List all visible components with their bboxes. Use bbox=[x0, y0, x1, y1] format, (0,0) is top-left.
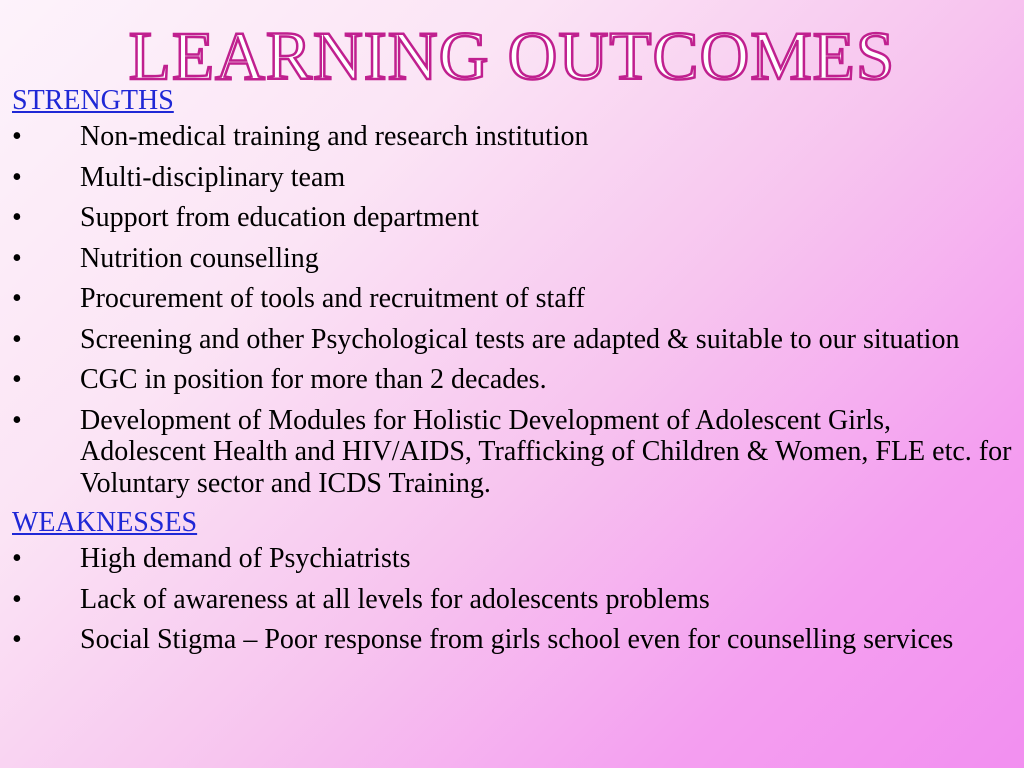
list-item bbox=[12, 584, 1012, 616]
list-item bbox=[12, 324, 1012, 356]
list-item bbox=[12, 162, 1012, 194]
slide-title: LEARNING OUTCOMES bbox=[128, 18, 896, 94]
bullet-icon: • bbox=[12, 624, 22, 655]
bullet-icon: • bbox=[12, 283, 22, 314]
list-item bbox=[12, 364, 1012, 396]
bullet-icon: • bbox=[12, 202, 22, 233]
list-item-text: High demand of Psychiatrists bbox=[80, 543, 411, 574]
list-item-text: Development of Modules for Holistic Development of Adolescent Girls, Adolescent Health and HIV/AIDS, Trafficking of Children & Women, FLE etc. for Voluntary sector and ICDS Training. bbox=[80, 404, 1012, 499]
bullet-icon: • bbox=[12, 543, 22, 574]
strengths-list bbox=[12, 121, 1012, 499]
list-item-text: Social Stigma – Poor response from girls school even for counselling services bbox=[80, 624, 954, 655]
bullet-icon: • bbox=[12, 242, 22, 274]
strengths-heading: STRENGTHS bbox=[12, 85, 174, 116]
bullet-icon: • bbox=[12, 404, 22, 436]
list-item bbox=[12, 121, 1012, 153]
list-item bbox=[12, 243, 1012, 275]
list-item-text: Lack of awareness at all levels for adolescents problems bbox=[80, 583, 710, 615]
list-item-text: Multi-disciplinary team bbox=[80, 161, 346, 193]
bullet-icon: • bbox=[12, 323, 22, 355]
list-item bbox=[12, 283, 1012, 315]
list-item-text: Procurement of tools and recruitment of staff bbox=[80, 283, 585, 314]
list-item-text: CGC in position for more than 2 decades. bbox=[80, 364, 547, 395]
bullet-icon: • bbox=[12, 583, 22, 615]
list-item-text: Screening and other Psychological tests are adapted & suitable to our situation bbox=[80, 323, 960, 355]
bullet-icon: • bbox=[12, 364, 22, 395]
list-item-text: Support from education department bbox=[80, 202, 479, 233]
list-item-text: Nutrition counselling bbox=[80, 242, 319, 274]
bullet-icon: • bbox=[12, 161, 22, 193]
weaknesses-heading: WEAKNESSES bbox=[12, 507, 198, 538]
list-item bbox=[12, 405, 1012, 500]
list-item bbox=[12, 543, 1012, 575]
list-item-text: Non-medical training and research institution bbox=[80, 121, 589, 152]
weaknesses-list bbox=[12, 543, 1012, 656]
list-item bbox=[12, 202, 1012, 234]
bullet-icon: • bbox=[12, 121, 22, 152]
list-item bbox=[12, 624, 1012, 656]
slide-content bbox=[12, 86, 1012, 665]
